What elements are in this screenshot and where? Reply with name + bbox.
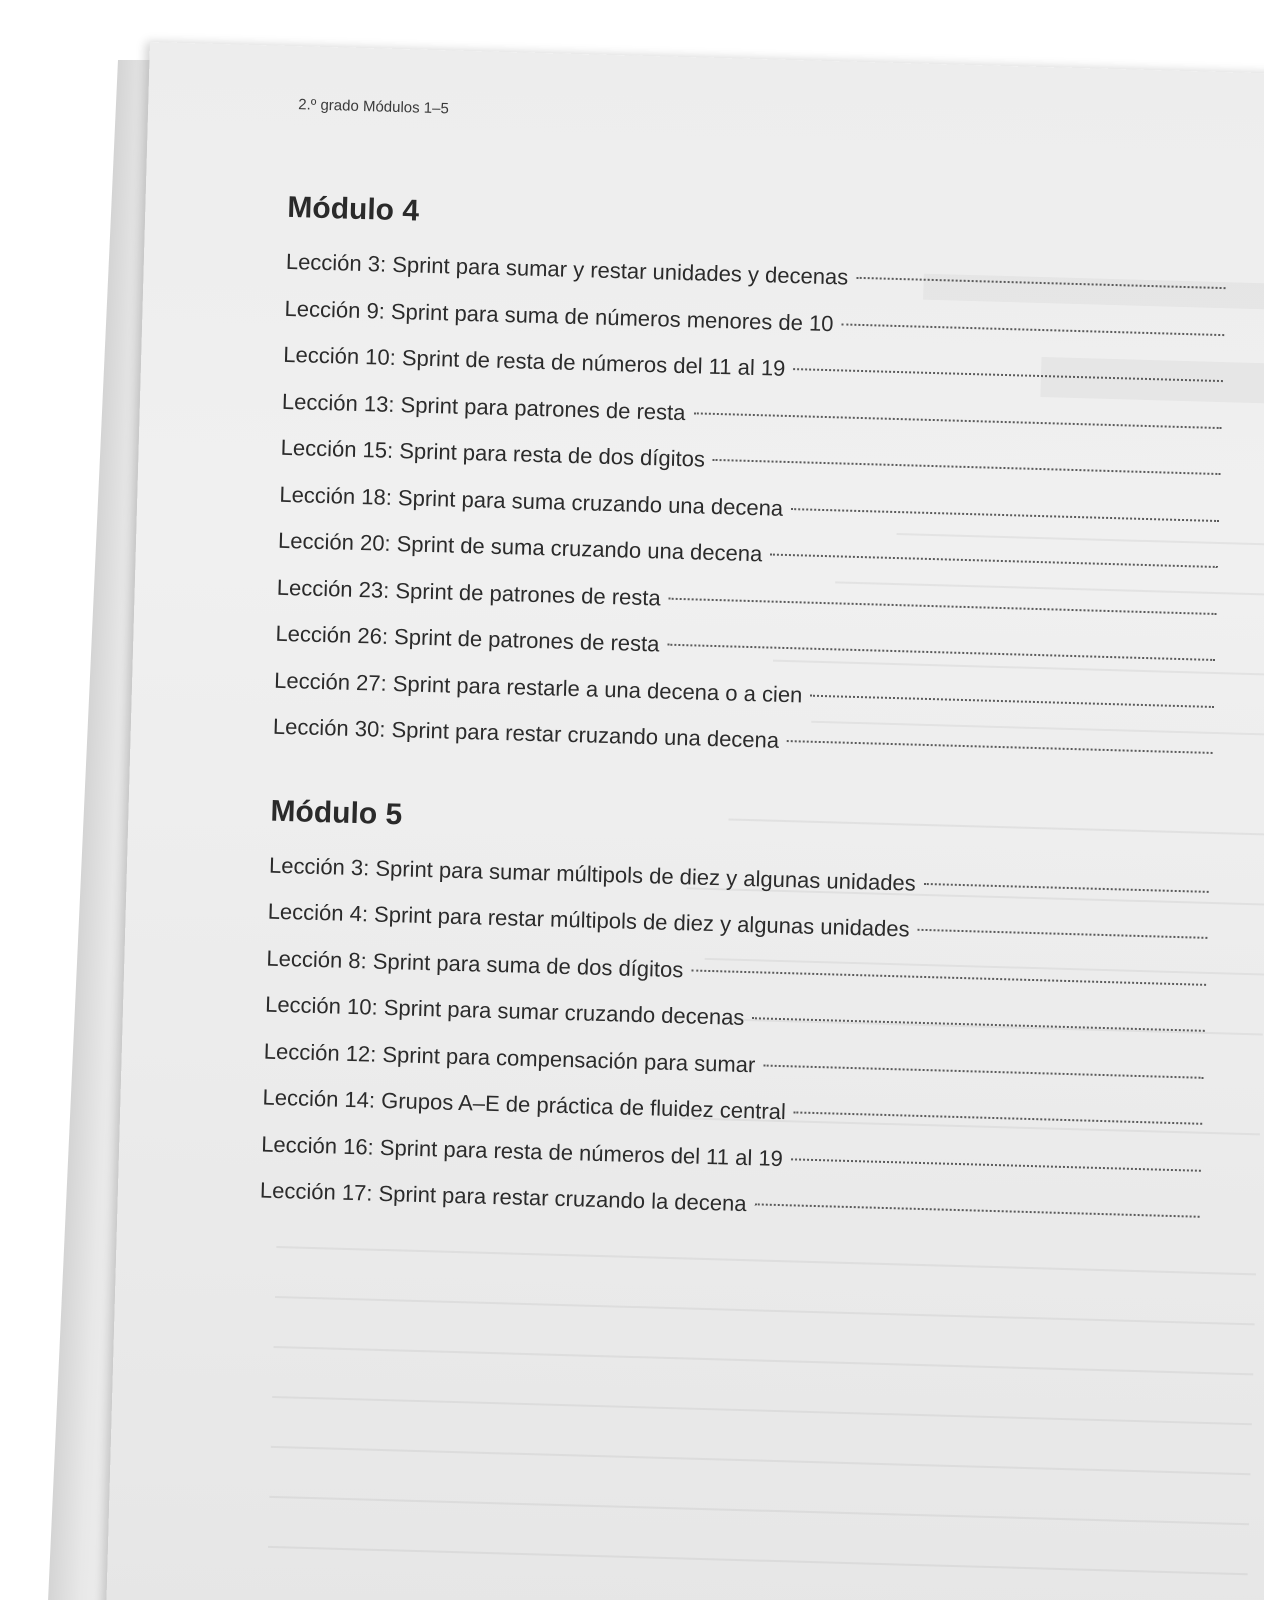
module-section <box>272 191 1227 777</box>
toc-entry-text: Lección 18: Sprint para suma cruzando una decena <box>279 481 784 521</box>
running-head: 2.º grado Módulos 1–5 <box>298 96 450 118</box>
dot-leader <box>669 597 1217 614</box>
toc-entry-text: Lección 12: Sprint para compensación para sumar <box>263 1038 756 1077</box>
dot-leader <box>713 459 1220 475</box>
toc-entry-text: Lección 4: Sprint para restar múltipols de diez y algunas unidades <box>267 898 910 942</box>
toc-entry-text: Lección 20: Sprint de suma cruzando una decena <box>277 527 763 567</box>
toc-entry-text: Lección 30: Sprint para restar cruzando una decena <box>272 713 780 753</box>
module-section <box>259 794 1210 1240</box>
dot-leader <box>924 882 1209 892</box>
toc-entry-text: Lección 9: Sprint para suma de números menores de 10 <box>284 295 834 336</box>
dot-leader <box>787 740 1213 754</box>
dot-leader <box>791 1158 1201 1171</box>
dot-leader <box>810 694 1214 707</box>
dot-leader <box>693 412 1221 429</box>
dot-leader <box>793 368 1223 382</box>
dot-leader <box>755 1203 1200 1217</box>
module-title: Módulo 4 <box>286 190 420 228</box>
dot-leader <box>856 277 1225 289</box>
toc-entry-text: Lección 15: Sprint para resta de dos dígitos <box>280 434 706 472</box>
dot-leader <box>763 1064 1203 1078</box>
dot-leader <box>918 929 1208 939</box>
toc-entry-text: Lección 14: Grupos A–E de práctica de fluidez central <box>262 1084 787 1125</box>
toc-entry-text: Lección 10: Sprint para sumar cruzando decenas <box>264 991 745 1030</box>
toc-entry-text: Lección 17: Sprint para restar cruzando la decena <box>259 1177 747 1217</box>
toc-entry-text: Lección 10: Sprint de resta de números del 11 al 19 <box>282 341 786 381</box>
toc-entry-text: Lección 3: Sprint para sumar y restar unidades y decenas <box>285 248 849 290</box>
toc-entry-text: Lección 13: Sprint para patrones de resta <box>281 388 686 425</box>
toc-entry-text: Lección 16: Sprint para resta de números del 11 al 19 <box>260 1131 784 1171</box>
dot-leader <box>752 1017 1204 1032</box>
toc-entry-text: Lección 3: Sprint para sumar múltipols de diez y algunas unidades <box>268 852 917 896</box>
module-title: Módulo 5 <box>270 794 403 831</box>
dot-leader <box>770 554 1218 568</box>
dot-leader <box>791 508 1219 522</box>
toc-entry-text: Lección 27: Sprint para restarle a una decena o a cien <box>273 667 803 707</box>
dot-leader <box>667 644 1215 661</box>
dot-leader <box>794 1111 1202 1124</box>
dot-leader <box>841 323 1224 336</box>
toc-entry-text: Lección 23: Sprint de patrones de resta <box>276 574 662 610</box>
table-of-contents <box>258 96 1230 1284</box>
dot-leader <box>691 969 1206 985</box>
toc-entry-text: Lección 8: Sprint para suma de dos dígitos <box>266 945 684 982</box>
book-page <box>105 42 1264 1600</box>
toc-entry-text: Lección 26: Sprint de patrones de resta <box>275 620 660 657</box>
